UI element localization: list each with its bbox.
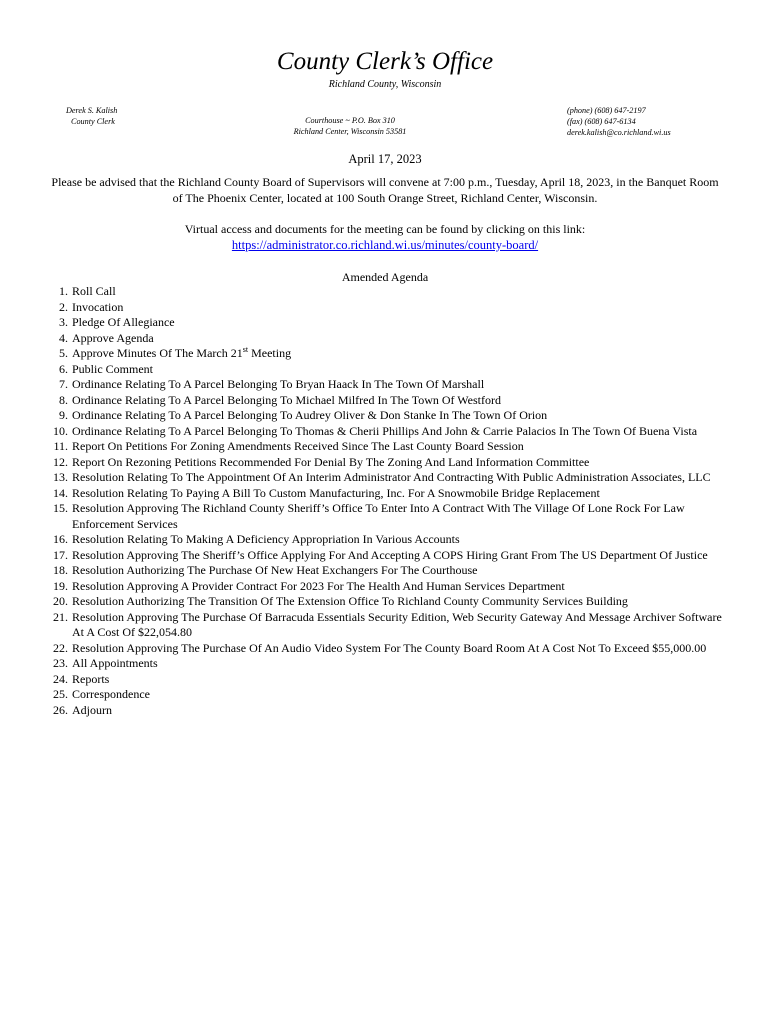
agenda-item-number: 25. bbox=[53, 687, 68, 701]
agenda-item-text: Adjourn bbox=[72, 702, 112, 717]
letter-date: April 17, 2023 bbox=[348, 152, 422, 166]
agenda-title: Amended Agenda bbox=[341, 270, 429, 284]
phone-fax-email-block bbox=[567, 105, 671, 138]
fax-number: (fax) (608) 647-6134 bbox=[567, 117, 636, 126]
agenda-item-number: 2. bbox=[59, 299, 68, 314]
agenda-item-number: 15. bbox=[53, 501, 68, 515]
agenda-item-number: 14. bbox=[53, 485, 68, 500]
agenda-item-text: Ordinance Relating To A Parcel Belonging To Bryan Haack In The Town Of Marshall bbox=[72, 377, 485, 391]
agenda-item-number: 26. bbox=[53, 702, 68, 717]
agenda-item bbox=[30, 594, 730, 610]
agenda-item-number: 1. bbox=[59, 284, 68, 298]
agenda-item-number: 18. bbox=[53, 563, 68, 577]
agenda-item-text: Ordinance Relating To A Parcel Belonging To Michael Milfred In The Town Of Westford bbox=[72, 392, 501, 407]
agenda-item bbox=[30, 377, 730, 393]
agenda-item bbox=[30, 455, 730, 471]
agenda-item bbox=[30, 579, 730, 595]
agenda-item-text: Resolution Relating To Making A Deficiency Appropriation In Various Accounts bbox=[72, 532, 460, 546]
agenda-item-text: Resolution Approving A Provider Contract For 2023 For The Health And Human Services Department bbox=[72, 578, 565, 593]
phone-number: (phone) (608) 647-2197 bbox=[567, 106, 646, 115]
agenda-item bbox=[30, 687, 730, 703]
agenda-item-number: 11. bbox=[53, 439, 68, 453]
agenda-item bbox=[30, 424, 730, 440]
agenda-item-text: Report On Petitions For Zoning Amendments Received Since The Last County Board Session bbox=[72, 439, 524, 453]
meeting-notice: Please be advised that the Richland County Board of Supervisors will convene at 7:00 p.m., Tuesday, April 18, 2023, in the Banquet Room of The Phoenix Center, located at 100 South Orange Street, Richland Center, Wisconsin. bbox=[51, 175, 719, 205]
virtual-access-text: Virtual access and documents for the meeting can be found by clicking on this link: bbox=[184, 222, 586, 236]
agenda-item bbox=[30, 408, 730, 424]
agenda-item bbox=[30, 486, 730, 502]
agenda-item-text: Pledge Of Allegiance bbox=[72, 315, 175, 329]
email-address: derek.kalish@co.richland.wi.us bbox=[567, 128, 671, 137]
agenda-item-number: 3. bbox=[59, 315, 68, 329]
agenda-item-text: Correspondence bbox=[72, 687, 150, 701]
agenda-item bbox=[30, 331, 730, 347]
meeting-link-container bbox=[0, 237, 770, 253]
agenda-item-number: 12. bbox=[53, 454, 68, 469]
county-subtitle: Richland County, Wisconsin bbox=[328, 79, 442, 90]
agenda-item bbox=[30, 656, 730, 672]
agenda-item bbox=[30, 393, 730, 409]
agenda-item bbox=[30, 346, 730, 362]
agenda-item-text: Resolution Relating To Paying A Bill To Custom Manufacturing, Inc. For A Snowmobile Bridge Replacement bbox=[72, 485, 600, 500]
agenda-item-number: 21. bbox=[53, 609, 68, 624]
agenda-item-number: 23. bbox=[53, 656, 68, 670]
agenda-item-text: Resolution Authorizing The Transition Of The Extension Office To Richland County Community Services Building bbox=[72, 594, 628, 608]
agenda-item bbox=[30, 362, 730, 378]
agenda-item-number: 19. bbox=[53, 578, 68, 593]
agenda-item-number: 20. bbox=[53, 594, 68, 608]
agenda-item-text: Report On Rezoning Petitions Recommended For Denial By The Zoning And Land Information Committee bbox=[72, 454, 590, 469]
address-line-1: Courthouse ~ P.O. Box 310 bbox=[305, 116, 395, 125]
agenda-item bbox=[30, 315, 730, 331]
agenda-item bbox=[30, 703, 730, 719]
agenda-list bbox=[30, 284, 730, 718]
agenda-item bbox=[30, 470, 730, 486]
agenda-item-text: Resolution Approving The Purchase Of An Audio Video System For The County Board Room At A Cost Not To Exceed $55,000.00 bbox=[72, 640, 707, 655]
agenda-item-number: 16. bbox=[53, 532, 68, 546]
agenda-item-number: 5. bbox=[59, 346, 68, 360]
agenda-item-text-part: Approve Minutes Of The March 21 bbox=[72, 346, 243, 360]
agenda-item-number: 10. bbox=[53, 423, 68, 438]
agenda-item-text-part: Meeting bbox=[248, 346, 292, 360]
agenda-item-number: 22. bbox=[53, 640, 68, 655]
agenda-item bbox=[30, 501, 730, 532]
clerk-name: Derek S. Kalish bbox=[66, 106, 118, 115]
agenda-item-number: 7. bbox=[59, 377, 68, 391]
agenda-item-number: 4. bbox=[59, 330, 68, 345]
agenda-item-text: Resolution Approving The Purchase Of Barracuda Essentials Security Edition, Web Security Gateway And Message Archiver Software At A Cost Of $22,054.80 bbox=[72, 609, 722, 639]
agenda-item bbox=[30, 641, 730, 657]
agenda-item-text bbox=[68, 346, 730, 362]
agenda-item-text: Invocation bbox=[72, 299, 124, 314]
agenda-item-text: Resolution Approving The Sheriff’s Office Applying For And Accepting A COPS Hiring Grant From The US Department Of Justice bbox=[72, 547, 708, 562]
agenda-item-number: 17. bbox=[53, 547, 68, 562]
clerk-role: County Clerk bbox=[71, 117, 115, 126]
agenda-item-text: Resolution Approving The Richland County Sheriff’s Office To Enter Into A Contract With The Village Of Lone Rock For Law Enforcement Services bbox=[72, 501, 685, 531]
agenda-item-text: Resolution Relating To The Appointment Of An Interim Administrator And Contracting With Public Administration Associates, LLC bbox=[72, 470, 711, 484]
agenda-item-number: 9. bbox=[59, 408, 68, 422]
agenda-item-number: 6. bbox=[59, 361, 68, 376]
agenda-item-number: 24. bbox=[53, 671, 68, 686]
agenda-item-number: 8. bbox=[59, 392, 68, 407]
agenda-item-text: All Appointments bbox=[72, 656, 158, 670]
agenda-item bbox=[30, 672, 730, 688]
agenda-item bbox=[30, 439, 730, 455]
agenda-item bbox=[30, 284, 730, 300]
meeting-documents-link[interactable]: https://administrator.co.richland.wi.us/minutes/county-board/ bbox=[231, 238, 539, 252]
ordinal-suffix: st bbox=[242, 345, 249, 354]
office-title: County Clerk’s Office bbox=[276, 48, 494, 75]
agenda-item-text: Approve Agenda bbox=[72, 330, 154, 345]
agenda-item-text: Ordinance Relating To A Parcel Belonging To Audrey Oliver & Don Stanke In The Town Of Orion bbox=[72, 408, 548, 422]
agenda-item bbox=[30, 610, 730, 641]
agenda-item-text: Public Comment bbox=[72, 361, 153, 376]
agenda-item bbox=[30, 548, 730, 564]
agenda-item-number: 13. bbox=[53, 470, 68, 484]
address-line-2: Richland Center, Wisconsin 53581 bbox=[293, 127, 407, 136]
agenda-item bbox=[30, 563, 730, 579]
agenda-item bbox=[30, 300, 730, 316]
agenda-item-text: Ordinance Relating To A Parcel Belonging To Thomas & Cherii Phillips And John & Carrie Palacios In The Town Of Buena Vista bbox=[72, 423, 698, 438]
agenda-item-text: Resolution Authorizing The Purchase Of New Heat Exchangers For The Courthouse bbox=[72, 563, 478, 577]
agenda-item bbox=[30, 532, 730, 548]
agenda-item-text: Roll Call bbox=[72, 284, 116, 298]
agenda-item-text: Reports bbox=[72, 671, 110, 686]
